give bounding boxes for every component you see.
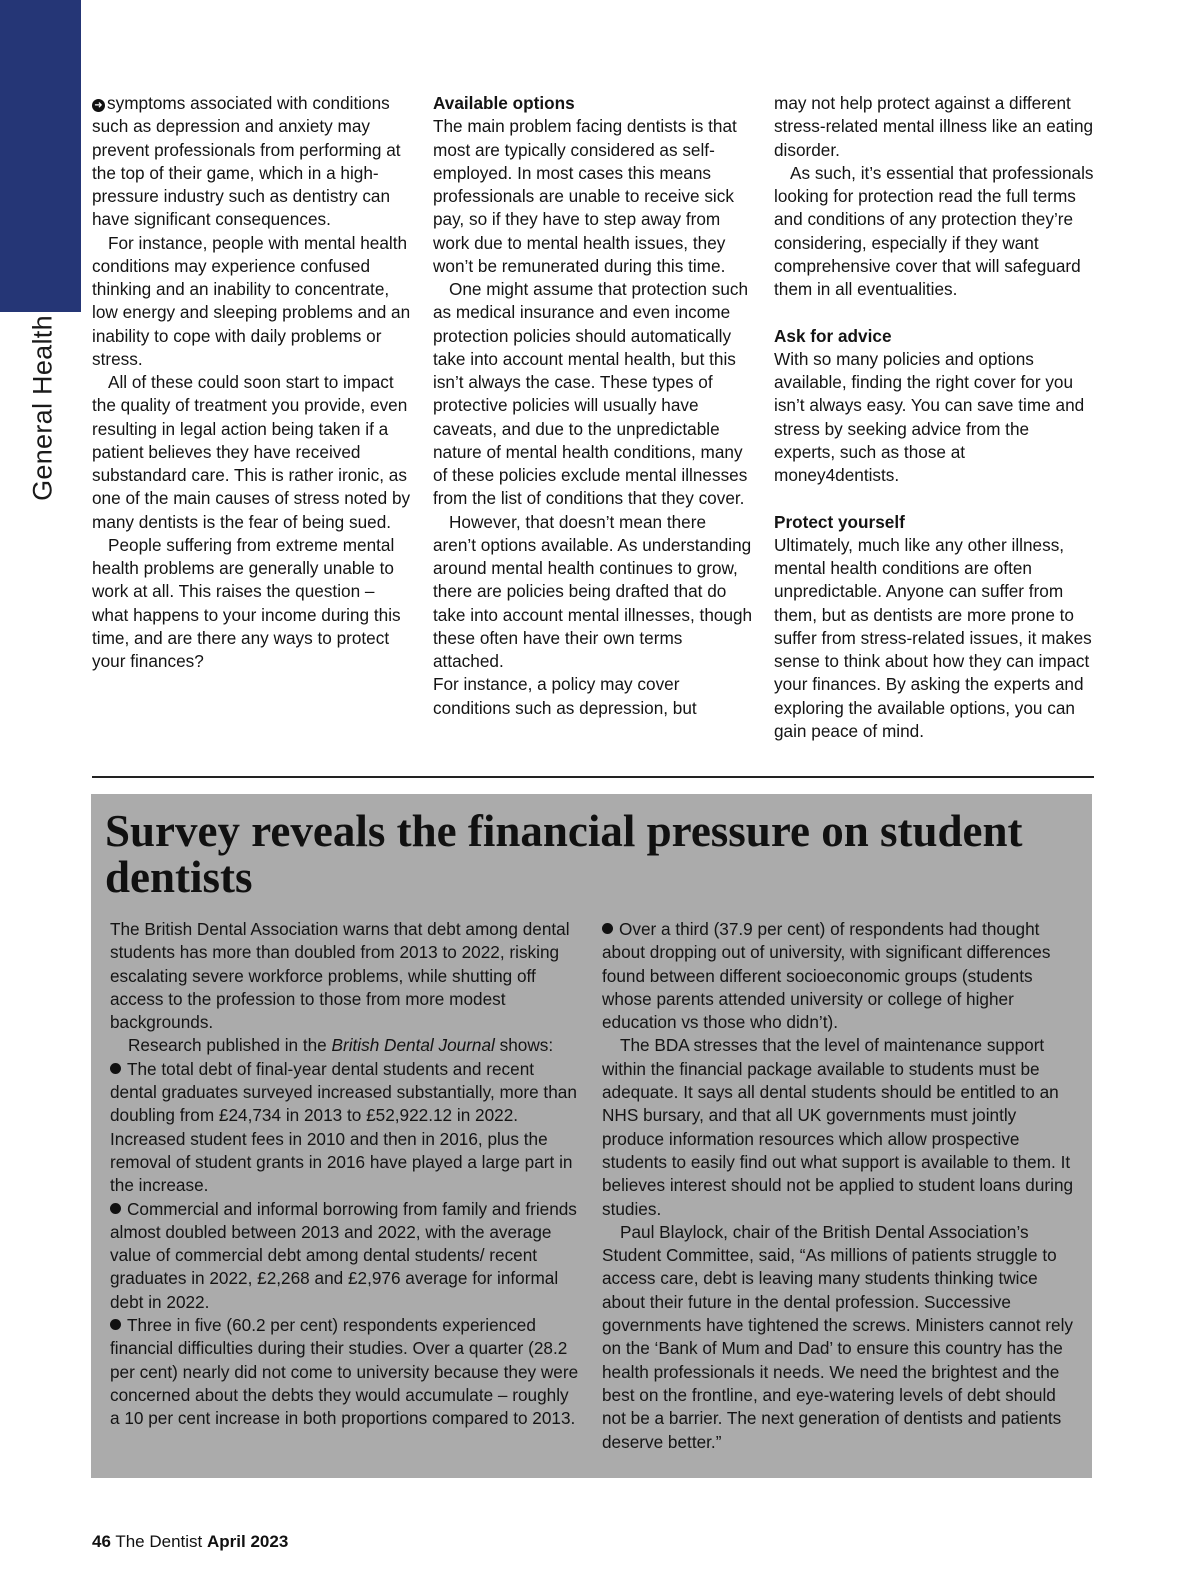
page-footer [92, 1532, 288, 1552]
paragraph: With so many policies and options available, finding the right cover for you isn’t always easy. You can save time and stress by seeking advice from the experts, such as those at money4dentists. [774, 348, 1085, 485]
paragraph: may not help protect against a different stress-related mental illness like an eating disorder. [774, 93, 1094, 160]
paragraph: The British Dental Association warns that debt among dental students has more than doubled from 2013 to 2022, risking escalating severe workforce problems, while shutting off access to the profession to those from more modest backgrounds. [110, 919, 570, 1033]
bullet-item: Three in five (60.2 per cent) respondents experienced financial difficulties during their studies. Over a quarter (28.2 per cent) nearly did not come to university because they were concerned about the debts they would accumulate – roughly a 10 per cent increase in both proportions compared to 2013. [110, 1315, 579, 1429]
section-label: General Health [27, 315, 58, 501]
article-column-3 [774, 92, 1094, 743]
news-headline: Survey reveals the financial pressure on student dentists [105, 806, 1023, 902]
bullet-item: Commercial and informal borrowing from family and friends almost doubled between 2013 and 2022, with the average value of commercial debt among dental students/ recent graduates in 2022, £2,268 and £2,976 average for informal debt in 2022. [110, 1198, 577, 1312]
bullet-icon [602, 923, 613, 934]
paragraph: The main problem facing dentists is that most are typically considered as self-employed. In most cases this means professionals are unable to receive sick pay, so if they have to step away from work due to mental health issues, they won’t be remunerated during this time. [433, 116, 737, 276]
continued-arrow-icon: ➜ [92, 99, 105, 112]
section-color-bar [0, 0, 81, 312]
paragraph: ➜ symptoms associated with conditions such as depression and anxiety may prevent professionals from performing at the top of their game, which in a high-pressure industry such as dentistry can have significant consequences. [92, 93, 401, 230]
paragraph: The BDA stresses that the level of maintenance support within the financial package available to students must be adequate. It says all dental students should be entitled to an NHS bursary, and that all UK governments must jointly produce information resources which allow prospective students to easily find out what support is available to them. It believes interest should not be applied to student loans during studies. [602, 1035, 1074, 1219]
paragraph: People suffering from extreme mental health problems are generally unable to work at all. This raises the question – what happens to your income during this time, and are there any ways to protect your finances? [92, 534, 401, 671]
bullet-icon [110, 1063, 121, 1074]
subheading-available-options: Available options [433, 93, 575, 113]
journal-title: British Dental Journal [331, 1035, 495, 1056]
paragraph: Ultimately, much like any other illness, mental health conditions are often unpredictable. Anyone can suffer from them, but as dentists are more prone to suffer from stress-related issues, it makes sense to think about how they can impact your finances. By asking the experts and exploring the available options, you can gain peace of mind. [774, 534, 1092, 741]
paragraph: All of these could soon start to impact the quality of treatment you provide, even resulting in legal action being taken if a patient believes they have received substandard care. This is rather ironic, as one of the main causes of stress noted by many dentists is the fear of being sued. [92, 372, 411, 532]
bullet-icon [110, 1319, 121, 1330]
news-column-left [110, 918, 582, 1431]
news-column-right [602, 918, 1074, 1454]
magazine-name: The Dentist [115, 1532, 203, 1551]
paragraph: However, that doesn’t mean there aren’t options available. As understanding around mental health continues to grow, there are policies being drafted that do take into account mental illnesses, though these often have their own terms attached. [433, 511, 753, 671]
bullet-item: Over a third (37.9 per cent) of respondents had thought about dropping out of university, with significant differences found between different socioeconomic groups (students whose parents attended university or college of higher education vs those who didn’t). [602, 919, 1051, 1033]
divider-rule [92, 776, 1094, 778]
issue-date: April 2023 [207, 1532, 289, 1551]
page-number: 46 [92, 1532, 111, 1551]
paragraph: Paul Blaylock, chair of the British Dental Association’s Student Committee, said, “As millions of patients struggle to access care, debt is leaving many students thinking twice about their future in the dental profession. Successive governments have tightened the screws. Ministers cannot rely on the ‘Bank of Mum and Dad’ to ensure this country has the health professionals it needs. We need the brightest and the best on the frontline, and eye-watering levels of debt should not be a barrier. The next generation of dentists and patients deserve better.” [602, 1221, 1073, 1452]
article-column-1 [92, 92, 412, 673]
paragraph: For instance, people with mental health conditions may experience confused thinking and an inability to concentrate, low energy and sleeping problems and an inability to cope with daily problems or stress. [92, 232, 411, 369]
paragraph: One might assume that protection such as medical insurance and even income protection policies should automatically take into account mental health, but this isn’t always the case. These types of protective policies will usually have caveats, and due to the unpredictable nature of mental health conditions, many of these policies exclude mental illnesses from the list of conditions that they cover. [433, 279, 749, 509]
paragraph: For instance, a policy may cover conditions such as depression, but [433, 674, 697, 718]
subheading-ask-for-advice: Ask for advice [774, 325, 892, 346]
article-column-2 [433, 92, 753, 720]
bullet-icon [110, 1203, 121, 1214]
subheading-protect-yourself: Protect yourself [774, 511, 905, 532]
bullet-item: The total debt of final-year dental students and recent dental graduates surveyed increased substantially, more than doubling from £24,734 in 2013 to £52,922.12 in 2022. Increased student fees in 2010 and then in 2016, plus the removal of student grants in 2016 have played a large part in the increase. [110, 1058, 577, 1196]
paragraph: As such, it’s essential that professionals looking for protection read the full terms and conditions of any protection they’re considering, especially if they want comprehensive cover that will safeguard them in all eventualities. [774, 162, 1094, 299]
paragraph: Research published in the British Dental Journal shows: [128, 1035, 554, 1056]
